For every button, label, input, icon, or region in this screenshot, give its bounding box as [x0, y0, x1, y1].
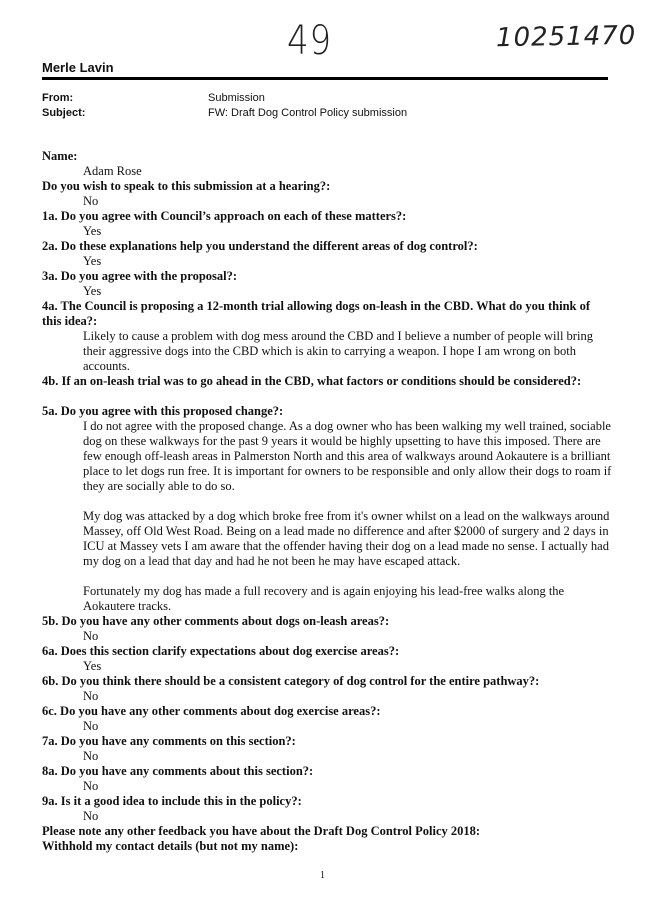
question-3a: 3a. Do you agree with the proposal?: [42, 269, 238, 283]
from-value: Submission [208, 92, 265, 104]
answer-5a-paragraph-2: My dog was attacked by a dog which broke free from it's owner whilst on a lead on the walkways around Massey, off Old West Road. Being on a lead made no difference and after $2000 of surgery and 2 days in ICU at Massey vets I am aware that the offender having their dog on a lead made no sense. I actually had my dog on a lead that day and had he not been he may have escaped attack. [83, 509, 610, 568]
question-speak: Do you wish to speak to this submission at a hearing?: [42, 179, 331, 193]
question-withhold-contact: Withhold my contact details (but not my name): [42, 839, 299, 853]
question-8a: 8a. Do you have any comments about this section?: [42, 764, 314, 778]
answer-9a: No [83, 809, 99, 823]
handwritten-document-id: 10251470 [495, 20, 637, 54]
question-1a: 1a. Do you agree with Council’s approach on each of these matters?: [42, 209, 407, 223]
email-sender-name: Merle Lavin [42, 60, 114, 75]
handwritten-page-number: 49 [286, 18, 332, 64]
answer-4b-blank [42, 389, 612, 404]
answer-1a: Yes [83, 224, 102, 238]
answer-7a: No [83, 749, 99, 763]
answer-6a: Yes [83, 659, 102, 673]
answer-5a-paragraph-1: I do not agree with the proposed change. As a dog owner who has been walking my well trained, sociable dog on these walkways for the past 9 years it would be highly upsetting to have this imposed. There are few enough off-leash areas in Palmerston North and this area of walkways around Aokautere is a brilliant place to let dogs run free. It is important for owners to be responsible and only allow their dogs to roam if they are socially able to do so. [83, 419, 612, 493]
question-5a: 5a. Do you agree with this proposed change?: [42, 404, 284, 418]
answer-5a-paragraph-3: Fortunately my dog has made a full recovery and is again enjoying his lead-free walks along the Aokautere tracks. [83, 584, 565, 613]
answer-speak: No [83, 194, 99, 208]
answer-6c: No [83, 719, 99, 733]
page-number: 1 [320, 870, 325, 881]
question-6a: 6a. Does this section clarify expectations about dog exercise areas?: [42, 644, 400, 658]
question-name: Name: [42, 149, 78, 163]
answer-2a: Yes [83, 254, 102, 268]
question-9a: 9a. Is it a good idea to include this in the policy?: [42, 794, 302, 808]
answer-name: Adam Rose [83, 164, 142, 178]
subject-label: Subject: [42, 107, 86, 119]
from-label: From: [42, 92, 74, 104]
question-6b: 6b. Do you think there should be a consistent category of dog control for the entire pathway?: [42, 674, 540, 688]
question-5b: 5b. Do you have any other comments about dogs on-leash areas?: [42, 614, 390, 628]
question-2a: 2a. Do these explanations help you understand the different areas of dog control?: [42, 239, 478, 253]
answer-6b: No [83, 689, 99, 703]
answer-8a: No [83, 779, 99, 793]
question-4a: 4a. The Council is proposing a 12-month trial allowing dogs on-leash in the CBD. What do you think of this idea?: [42, 299, 591, 328]
subject-value: FW: Draft Dog Control Policy submission [208, 107, 408, 119]
question-other-feedback: Please note any other feedback you have about the Draft Dog Control Policy 2018: [42, 824, 481, 838]
header-divider [42, 77, 608, 80]
answer-4a: Likely to cause a problem with dog mess around the CBD and I believe a number of people will bring their aggressive dogs into the CBD which is akin to carrying a weapon. I hope I am wrong on both accounts. [83, 329, 593, 373]
question-7a: 7a. Do you have any comments on this section?: [42, 734, 296, 748]
answer-5b: No [83, 629, 99, 643]
submission-form [42, 149, 612, 854]
question-4b: 4b. If an on-leash trial was to go ahead in the CBD, what factors or conditions should be considered?: [42, 374, 582, 388]
question-6c: 6c. Do you have any other comments about dog exercise areas?: [42, 704, 381, 718]
answer-3a: Yes [83, 284, 102, 298]
